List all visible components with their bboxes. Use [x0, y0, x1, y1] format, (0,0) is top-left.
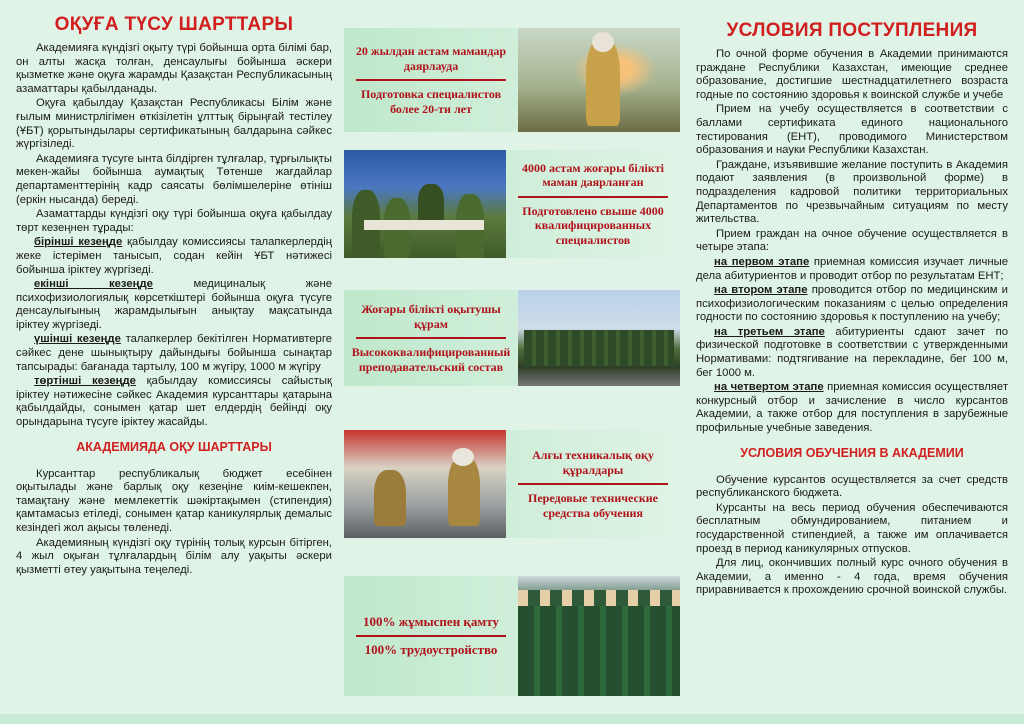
left-paragraph: Азаматтарды күндізгі оқу түрі бойынша оқуға қабылдау төрт кезеңнен тұрады: [16, 208, 332, 234]
right-stage-1 [696, 256, 1008, 283]
stage-label: на втором этапе [714, 284, 808, 297]
panel-caption-kz: Алғы техникалық оқу құралдары [532, 448, 654, 477]
right-paragraph: По очной форме обучения в Академии принимаются граждане Республики Казахстан, имеющие среднее образование, достигшие шестнадцатилетнего возраста годные по состоянию здоровья к воинской службе и учебе [696, 48, 1008, 101]
caption-divider [356, 635, 506, 637]
panel-equipment [344, 430, 680, 538]
stage-label: на четвертом этапе [714, 381, 824, 394]
stage-text: медициналық және психофизиологиялық көрсеткіштері бойынша оқуға түсуге денсаулығының жарамдылығын анықтау мақсатында іріктеу жүргізеді. [16, 278, 332, 331]
panel-employment [344, 576, 680, 696]
left-paragraph: Курсанттар республикалық бюджет есебінен оқытылады және барлық оқу кезеңіне киім-кешекпен, тамақтану және мемлекеттік шәкіртақымен (стипендия) қамтамасыз етіледі, сонымен қатар каникулярлық демалыс кезіндегі жол ақысы төленеді. [16, 467, 332, 534]
caption-divider [518, 483, 668, 485]
stage-text: қабылдау комиссиясы талапкерлердің жеке істерімен танысып, содан кейін ҰБТ нәтижесі бойынша іріктеу жүргізеді. [16, 236, 333, 276]
panel-caption-ru: Передовые технические средства обучения [528, 491, 658, 520]
stage-text: проводится отбор по медицинским и психофизиологическим показаниям с целью определения годности по состоянию здоровья к поступлению на учебу; [696, 284, 1008, 324]
right-paragraph: Курсанты на весь период обучения обеспечиваются бесплатным обмундированием, питанием и государственной стипендией, а также им оплачивается проезд в период каникулярных отпусков. [696, 501, 1008, 555]
panel-experience [344, 28, 680, 132]
stage-label: на третьем этапе [714, 325, 825, 338]
panel-caption-kz: Жоғары білікті оқытушы құрам [361, 302, 501, 331]
panel-caption-ru: Подготовлено свыше 4000 квалифицированных специалистов [522, 203, 664, 247]
panel-caption-ru: Высококвалифицированный преподавательский состав [351, 345, 511, 374]
meeting-photo [344, 150, 506, 258]
left-stage-3 [16, 333, 332, 374]
right-subtitle: УСЛОВИЯ ОБУЧЕНИЯ В АКАДЕМИИ [740, 445, 964, 460]
footer-band [0, 714, 1024, 724]
panel-caption-kz: 20 жылдан астам мамандар даярлауда [355, 44, 507, 73]
stage-text: абитуриенты сдают зачет по физической подготовке в соответствии с утвержденными Нормативами: подтягивание на перекладине, бег 100 м, бег 1000 м. [696, 325, 1008, 379]
stage-label: төртінші кезеңде [34, 375, 136, 388]
caption-divider [518, 196, 668, 198]
stage-text: қабылдау комиссиясы сайыстық іріктеу нәтижесіне сәйкес Академия курсанттары қатарына қабылдайды, сонымен қатар шет елдердің бейінді оқу орындарына түсуге іріктеу жасайды. [16, 375, 332, 429]
cadets-photo [518, 576, 680, 696]
panel-caption [506, 430, 680, 538]
caption-divider [356, 79, 506, 81]
right-stage-3 [696, 326, 1008, 380]
stage-text: приемная комиссия осуществляет конкурсный отбор и зачисление в число курсантов Академии, а также отбор для поступления в зарубежные профильные учебные заведения. [696, 381, 1008, 435]
left-paragraph: Академияның күндізгі оқу түрінің толық курсын бітірген, 4 жыл оқыған тұлғалардың білім алу уақыты әскери қызметті өтеу уақытына теңеледі. [16, 536, 332, 576]
stage-text: приемная комиссия изучает личные дела абитуриентов и проводит отбор по результатам ЕНТ; [696, 255, 1008, 282]
right-paragraph: Прием граждан на очное обучение осуществляется в четыре этапа: [696, 227, 1008, 254]
staff-photo [518, 290, 680, 386]
stage-label: екінші кезеңде [34, 278, 153, 291]
left-stage-1 [16, 236, 332, 277]
right-paragraph: Обучение курсантов осуществляется за счет средств республиканского бюджета. [696, 473, 1008, 500]
left-subtitle: АКАДЕМИЯДА ОҚУ ШАРТТАРЫ [76, 439, 272, 454]
stage-label: бірінші кезеңде [34, 236, 123, 249]
panel-caption [506, 150, 680, 258]
panel-teaching-staff [344, 290, 680, 386]
panel-caption [344, 28, 518, 132]
caption-divider [356, 337, 506, 339]
right-column [696, 14, 1008, 599]
panel-caption-ru: 100% трудоустройство [364, 642, 498, 657]
right-paragraph: Граждане, изъявившие желание поступить в Академия подают заявления (в произвольной форме) в подразделения кадровой политики территориальных Департаментов по чрезвычайным ситуациям по месту жительства. [696, 158, 1008, 226]
stage-text: талапкерлер бекітілген Нормативтерге сәйкес дене шынықтыру дайындығы бойынша сынақтар тапсырады: бағанада тартылу, 100 м жүгіру, 1000 м жүгіру [16, 333, 332, 373]
firefighter-photo [518, 28, 680, 132]
right-paragraph: Для лиц, окончивших полный курс очного обучения в Академии, а именно - 4 года, время обучения приравнивается к прохождению срочной воинской службы. [696, 557, 1008, 597]
right-title: УСЛОВИЯ ПОСТУПЛЕНИЯ [726, 20, 978, 41]
panel-caption [344, 290, 518, 386]
training-photo [344, 430, 506, 538]
left-stage-2 [16, 278, 332, 332]
right-paragraph: Прием на учебу осуществляется в соответствии с баллами сертификата единого национального тестирования (ЕНТ), проводимого Министерством образования и науки Республики Казахстан. [696, 103, 1008, 157]
panel-caption-ru: Подготовка специалистов более 20-ти лет [360, 87, 502, 116]
panel-caption-kz: 4000 астам жоғары білікті маман даярланған [522, 160, 664, 190]
right-stage-4 [696, 381, 1008, 435]
stage-label: үшінші кезеңде [34, 333, 121, 346]
left-column [16, 14, 332, 578]
panel-caption-kz: 100% жұмыспен қамту [362, 613, 499, 629]
stage-label: на первом этапе [714, 255, 810, 268]
left-paragraph: Академияға түсуге ынта білдірген тұлғалар, тұрғылықты мекен-жайы бойынша аумақтық Төтенше жағдайлар департаменттерінің кадр саясаты бөлімшелеріне өтініш (еркін нысанда) береді. [16, 152, 332, 206]
panel-caption [344, 576, 518, 696]
panel-graduates [344, 150, 680, 258]
right-stage-2 [696, 284, 1008, 325]
left-stage-4 [16, 375, 332, 429]
left-paragraph: Академияға күндізгі оқыту түрі бойынша орта білімі бар, он алты жасқа толған, денсаулығы бойынша әскери қызметке және оқуға жарамды Қазақстан Республикасының азаматтары қабылданады. [16, 42, 332, 95]
left-paragraph: Оқуға қабылдау Қазақстан Республикасы Білім және ғылым министрлігімен өткізілетін ұлттық бірыңғай тестілеу (ҰБТ) қорытындылары сертификатының балдарына сәйкес жүргізіледі. [16, 97, 332, 151]
left-title: ОҚУҒА ТҮСУ ШАРТТАРЫ [54, 14, 294, 35]
